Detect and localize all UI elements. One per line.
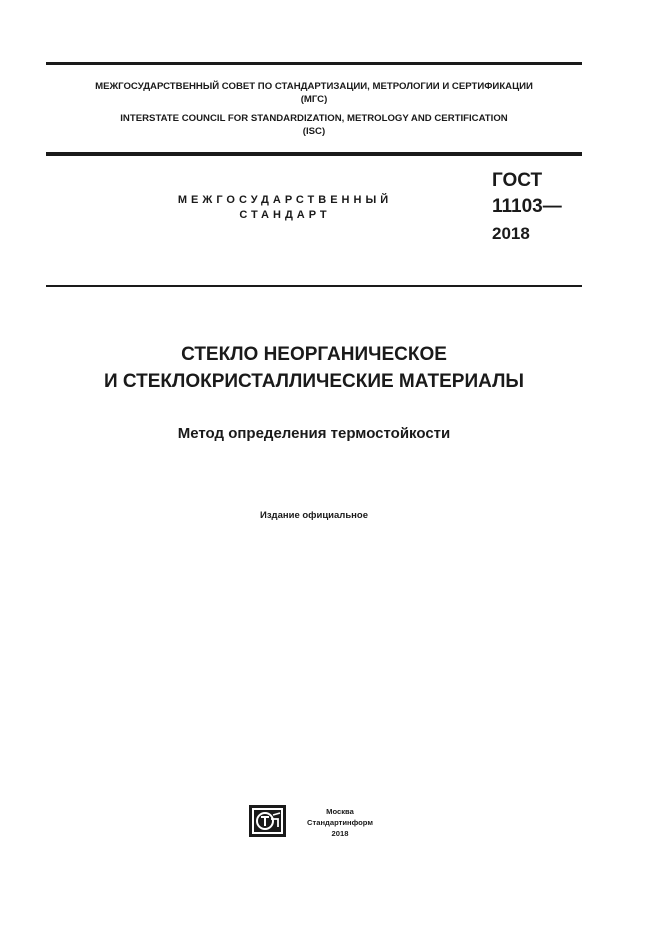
council-abbr-en: (ISC) [302,126,326,137]
council-name-en-line1: INTERSTATE COUNCIL FOR STANDARDIZATION, METROLOGY AND CERTIFICATION [120,113,508,124]
document-title-line1: СТЕКЛО НЕОРГАНИЧЕСКОЕ [181,344,447,365]
publisher-city: Москва [326,807,354,816]
document-title-line2: И СТЕКЛОКРИСТАЛЛИЧЕСКИЕ МАТЕРИАЛЫ [103,371,525,392]
gost-label: ГОСТ [492,170,543,191]
standard-kind-line1: МЕЖГОСУДАРСТВЕННЫЙ [177,194,393,206]
edition-note: Издание официальное [260,510,368,521]
council-name-en [46,112,582,138]
publisher-year: 2018 [331,829,349,838]
standard-kind-line2: СТАНДАРТ [239,209,331,221]
council-name-ru-line1: МЕЖГОСУДАРСТВЕННЫЙ СОВЕТ ПО СТАНДАРТИЗАЦИИ, МЕТРОЛОГИИ И СЕРТИФИКАЦИИ [95,81,533,92]
top-rule [46,62,582,65]
publisher-name: Стандартинформ [307,818,373,827]
document-subtitle: Метод определения термостойкости [177,425,451,442]
council-name-ru [46,80,582,106]
standartinform-logo-icon [249,805,286,837]
council-abbr-ru: (МГС) [300,94,328,105]
bottom-rule [46,285,582,287]
gost-number: 11103— [492,196,562,217]
gost-year: 2018 [492,224,530,243]
middle-rule [46,152,582,156]
